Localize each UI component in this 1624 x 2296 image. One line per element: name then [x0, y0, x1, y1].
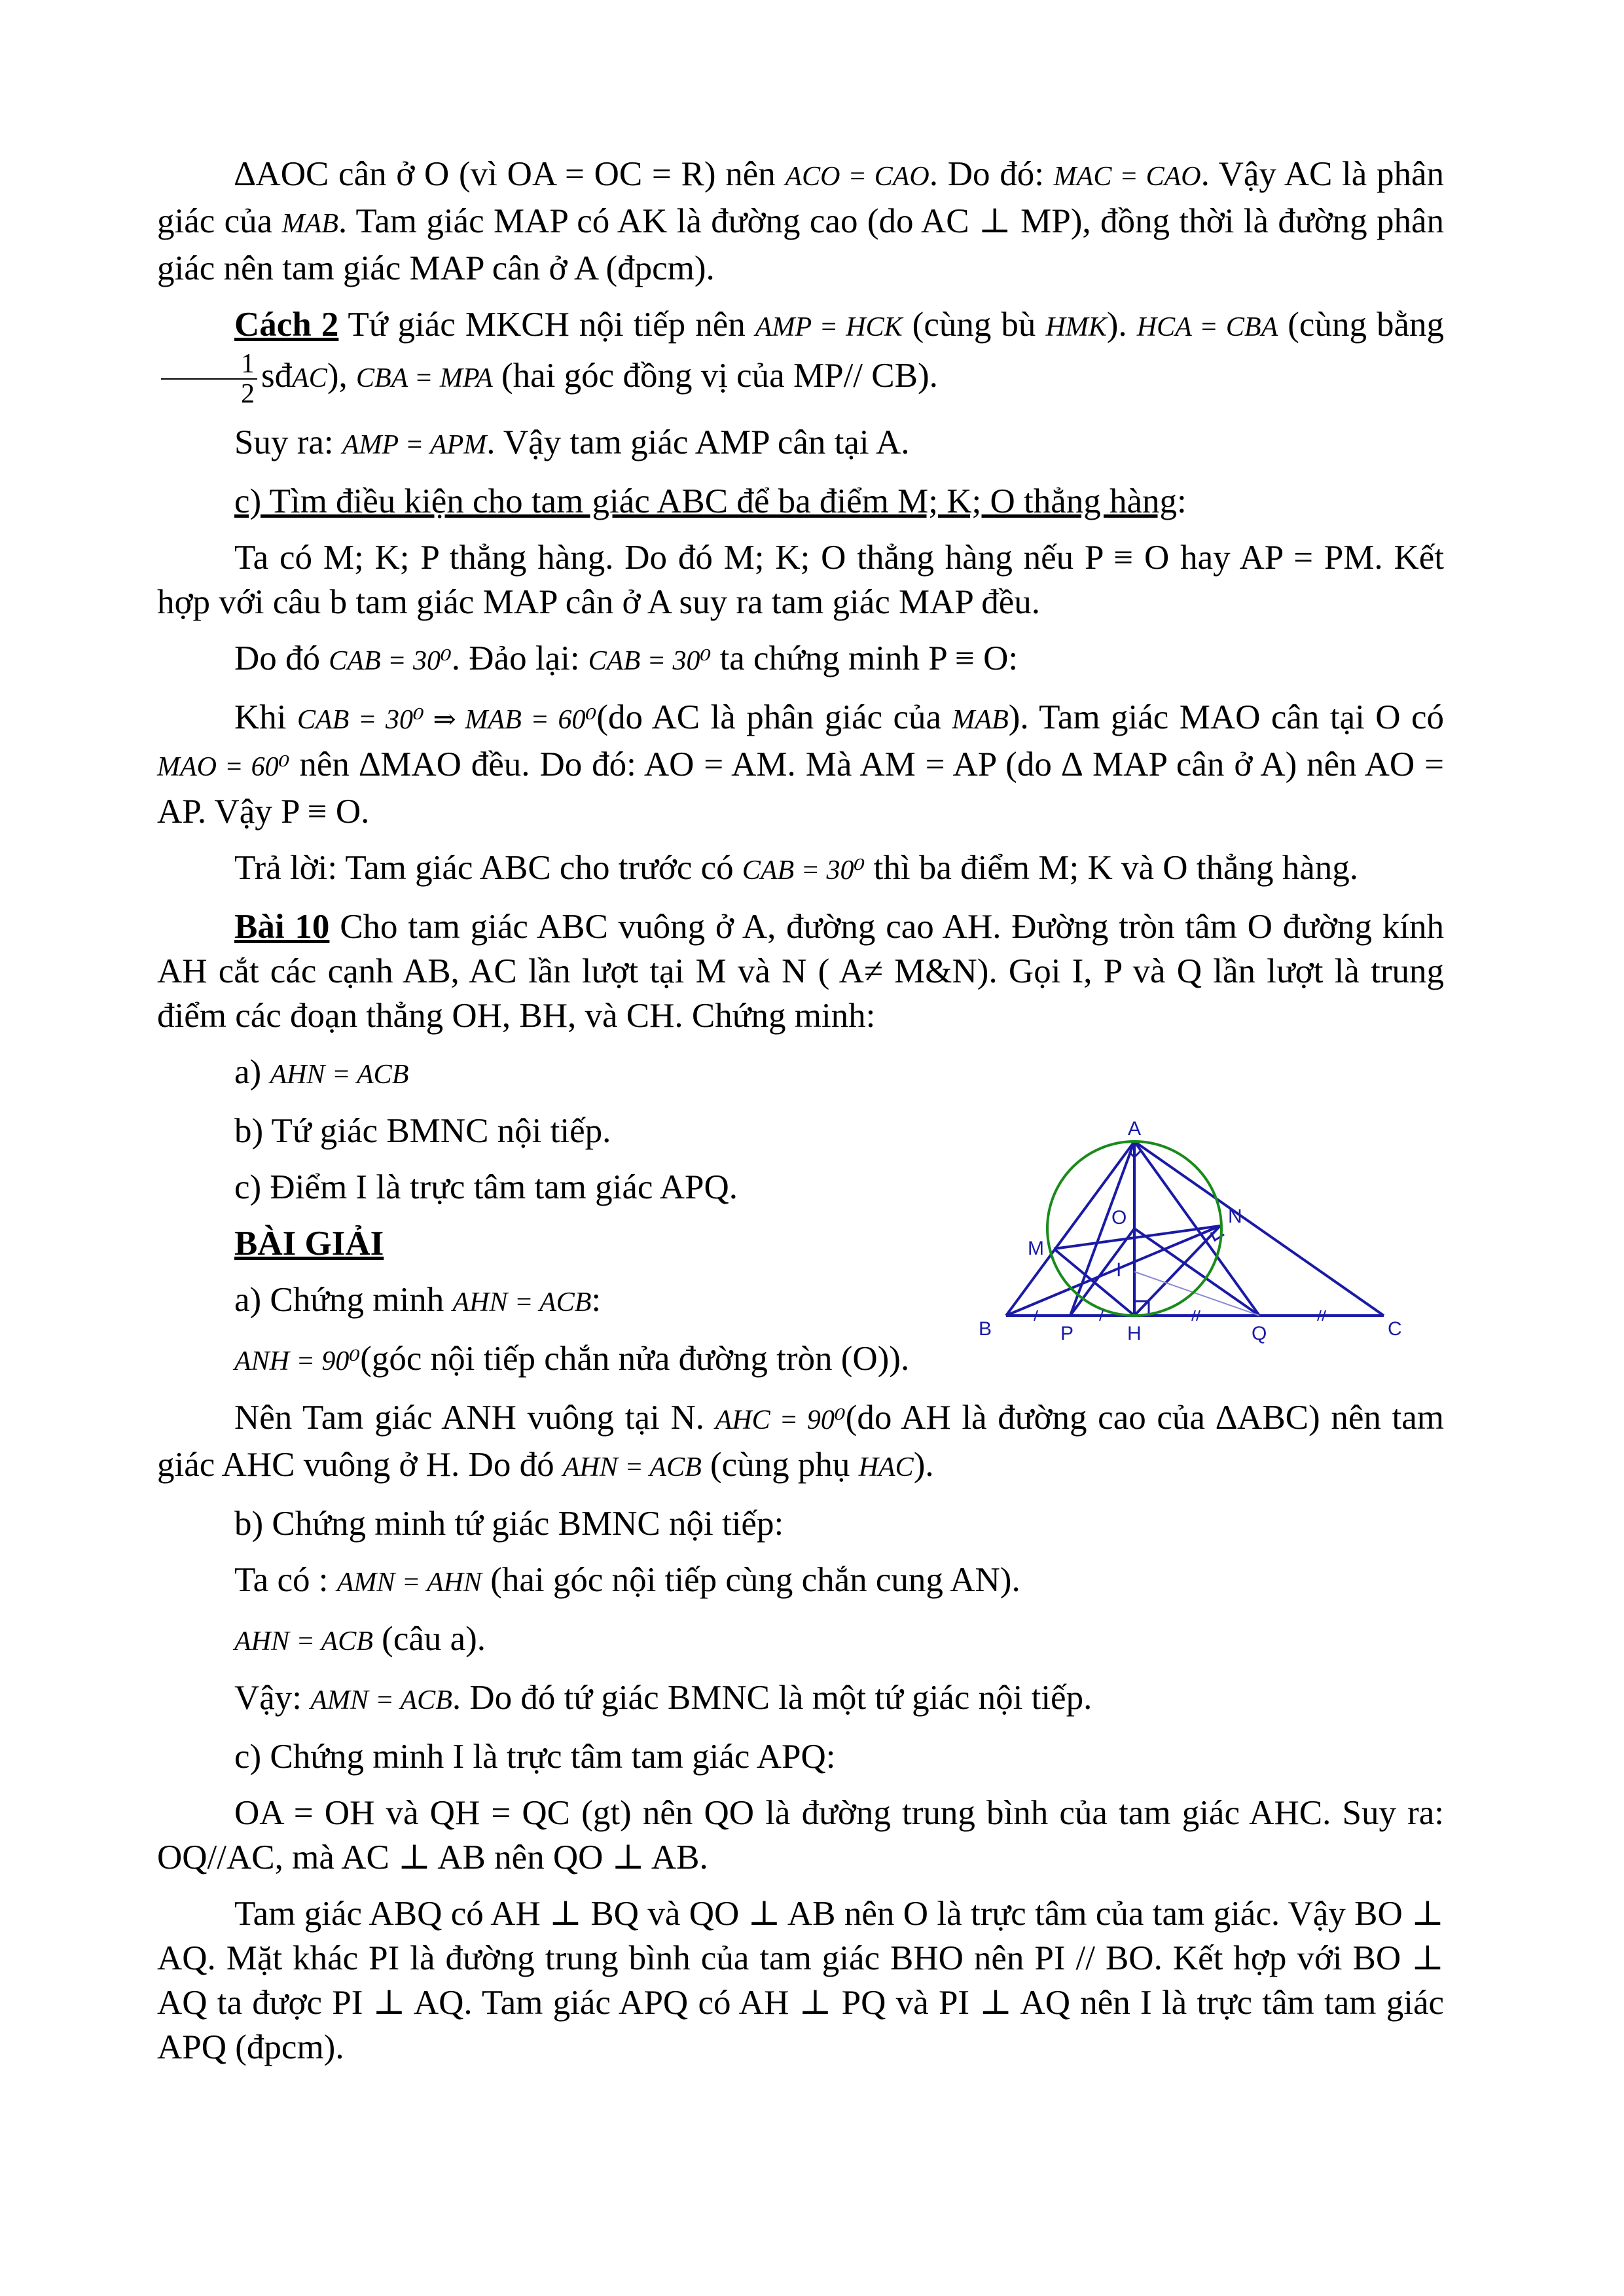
label-b: B	[979, 1318, 992, 1340]
paragraph-vay: Vậy: AMN = ACB. Do đó tứ giác BMNC là một tứ giác nội tiếp.	[234, 1679, 1092, 1717]
paragraph-ta-co-b: Ta có : AMN = AHN (hai góc nội tiếp cùng chắn cung AN).	[234, 1561, 1020, 1599]
label-h: H	[1127, 1323, 1142, 1344]
solution-b-heading: b) Chứng minh tứ giác BMNC nội tiếp:	[234, 1505, 784, 1543]
paragraph-suy-ra: Suy ra: AMP = APM. Vậy tam giác AMP cân tại A.	[234, 423, 910, 461]
label-c: C	[1388, 1318, 1402, 1340]
solution-c-heading: c) Chứng minh I là trực tâm tam giác APQ:	[234, 1738, 836, 1776]
label-q: Q	[1252, 1323, 1267, 1344]
label-p: P	[1060, 1323, 1074, 1344]
segment-ac	[1134, 1141, 1384, 1316]
question-a: a) AHN = ACB	[234, 1053, 409, 1091]
paragraph-anh: ANH = 90⁰(góc nội tiếp chắn nửa đường tròn (O)).	[234, 1340, 910, 1378]
label-a: A	[1128, 1119, 1142, 1139]
solution-heading: BÀI GIẢI	[234, 1225, 384, 1263]
label-i: I	[1116, 1259, 1122, 1281]
cach-2-heading: Cách 2	[234, 306, 339, 344]
paragraph-cau-a: AHN = ACB (câu a).	[234, 1620, 486, 1658]
paragraph-oa-oh: OA = OH và QH = QC (gt) nên QO là đường trung bình của tam giác AHC. Suy ra: OQ//AC, mà AC ⊥ AB nên QO ⊥ AB.	[157, 1794, 1444, 1876]
paragraph-tra-loi: Trả lời: Tam giác ABC cho trước có CAB = 30⁰ thì ba điểm M; K và O thẳng hàng.	[234, 849, 1359, 887]
segment-oq	[1134, 1229, 1259, 1316]
label-o: O	[1111, 1207, 1127, 1229]
geometry-figure	[943, 1119, 1440, 1361]
paragraph-aoc: ∆AOC cân ở O (vì OA = OC = R) nên ACO = CAO. Do đó: MAC = CAO. Vậy AC là phân giác của MAB. Tam giác MAP có AK là đường cao (do AC ⊥ MP), đồng thời là đường phân giác nên tam giác MAP cân ở A (đpcm).	[157, 155, 1445, 287]
segment-iq	[1134, 1272, 1259, 1316]
paragraph-abq: Tam giác ABQ có AH ⊥ BQ và QO ⊥ AB nên O là trực tâm của tam giác. Vậy BO ⊥ AQ. Mặt khác PI là đường trung bình của tam giác BHO nên PI // BO. Kết hợp với BO ⊥ AQ ta được PI ⊥ AQ. Tam giác APQ có AH ⊥ PQ và PI ⊥ AQ nên I là trực tâm tam giác APQ (đpcm).	[157, 1895, 1444, 2066]
paragraph-bai-10: Bài 10 Cho tam giác ABC vuông ở A, đường cao AH. Đường tròn tâm O đường kính AH cắt các cạnh AB, AC lần lượt tại M và N ( A≠ M&N). Gọi I, P và Q lần lượt là trung điểm các đoạn thẳng OH, BH, và CH. Chứng minh:	[157, 908, 1444, 1035]
paragraph-do-do: Do đó CAB = 30⁰. Đảo lại: CAB = 30⁰ ta chứng minh P ≡ O:	[234, 639, 1019, 677]
paragraph-cach-2: Cách 2 Tứ giác MKCH nội tiếp nên AMP = HCK (cùng bù HMK). HCA = CBA (cùng bằng $\frac{1}{2}$ sđAC), CBA = MPA (hai góc đồng vị của MP// CB).	[157, 302, 1444, 408]
paragraph-nen: Nên Tam giác ANH vuông tại N. AHC = 90⁰(do AH là đường cao của ∆ABC) nên tam giác AHC vuông ở H. Do đó AHN = ACB (cùng phụ HAC).	[157, 1399, 1445, 1484]
geometry-figure-svg	[943, 1119, 1440, 1361]
paragraph-ta-co: Ta có M; K; P thẳng hàng. Do đó M; K; O thẳng hàng nếu P ≡ O hay AP = PM. Kết hợp với câu b tam giác MAP cân ở A suy ra tam giác MAP đều.	[157, 539, 1444, 621]
paragraph-khi: Khi CAB = 30⁰ ⇒ MAB = 60⁰(do AC là phân giác của MAB). Tam giác MAO cân tại O có MAO = 60⁰ nên ∆MAO đều. Do đó: AO = AM. Mà AM = AP (do ∆ MAP cân ở A) nên AO = AP. Vậy P ≡ O.	[157, 698, 1445, 831]
bai-10-heading: Bài 10	[234, 908, 330, 946]
question-c: c) Điểm I là trực tâm tam giác APQ.	[234, 1168, 738, 1206]
label-n: N	[1228, 1206, 1242, 1227]
heading-part-c: c) Tìm điều kiện cho tam giác ABC để ba điểm M; K; O thẳng hàng:	[234, 482, 1187, 520]
label-m: M	[1028, 1238, 1044, 1259]
document-page	[157, 152, 1444, 2081]
question-b: b) Tứ giác BMNC nội tiếp.	[234, 1112, 611, 1150]
fraction-one-half: $\frac{1}{2}$	[161, 350, 257, 408]
solution-a-heading: a) Chứng minh AHN = ACB:	[234, 1281, 602, 1319]
